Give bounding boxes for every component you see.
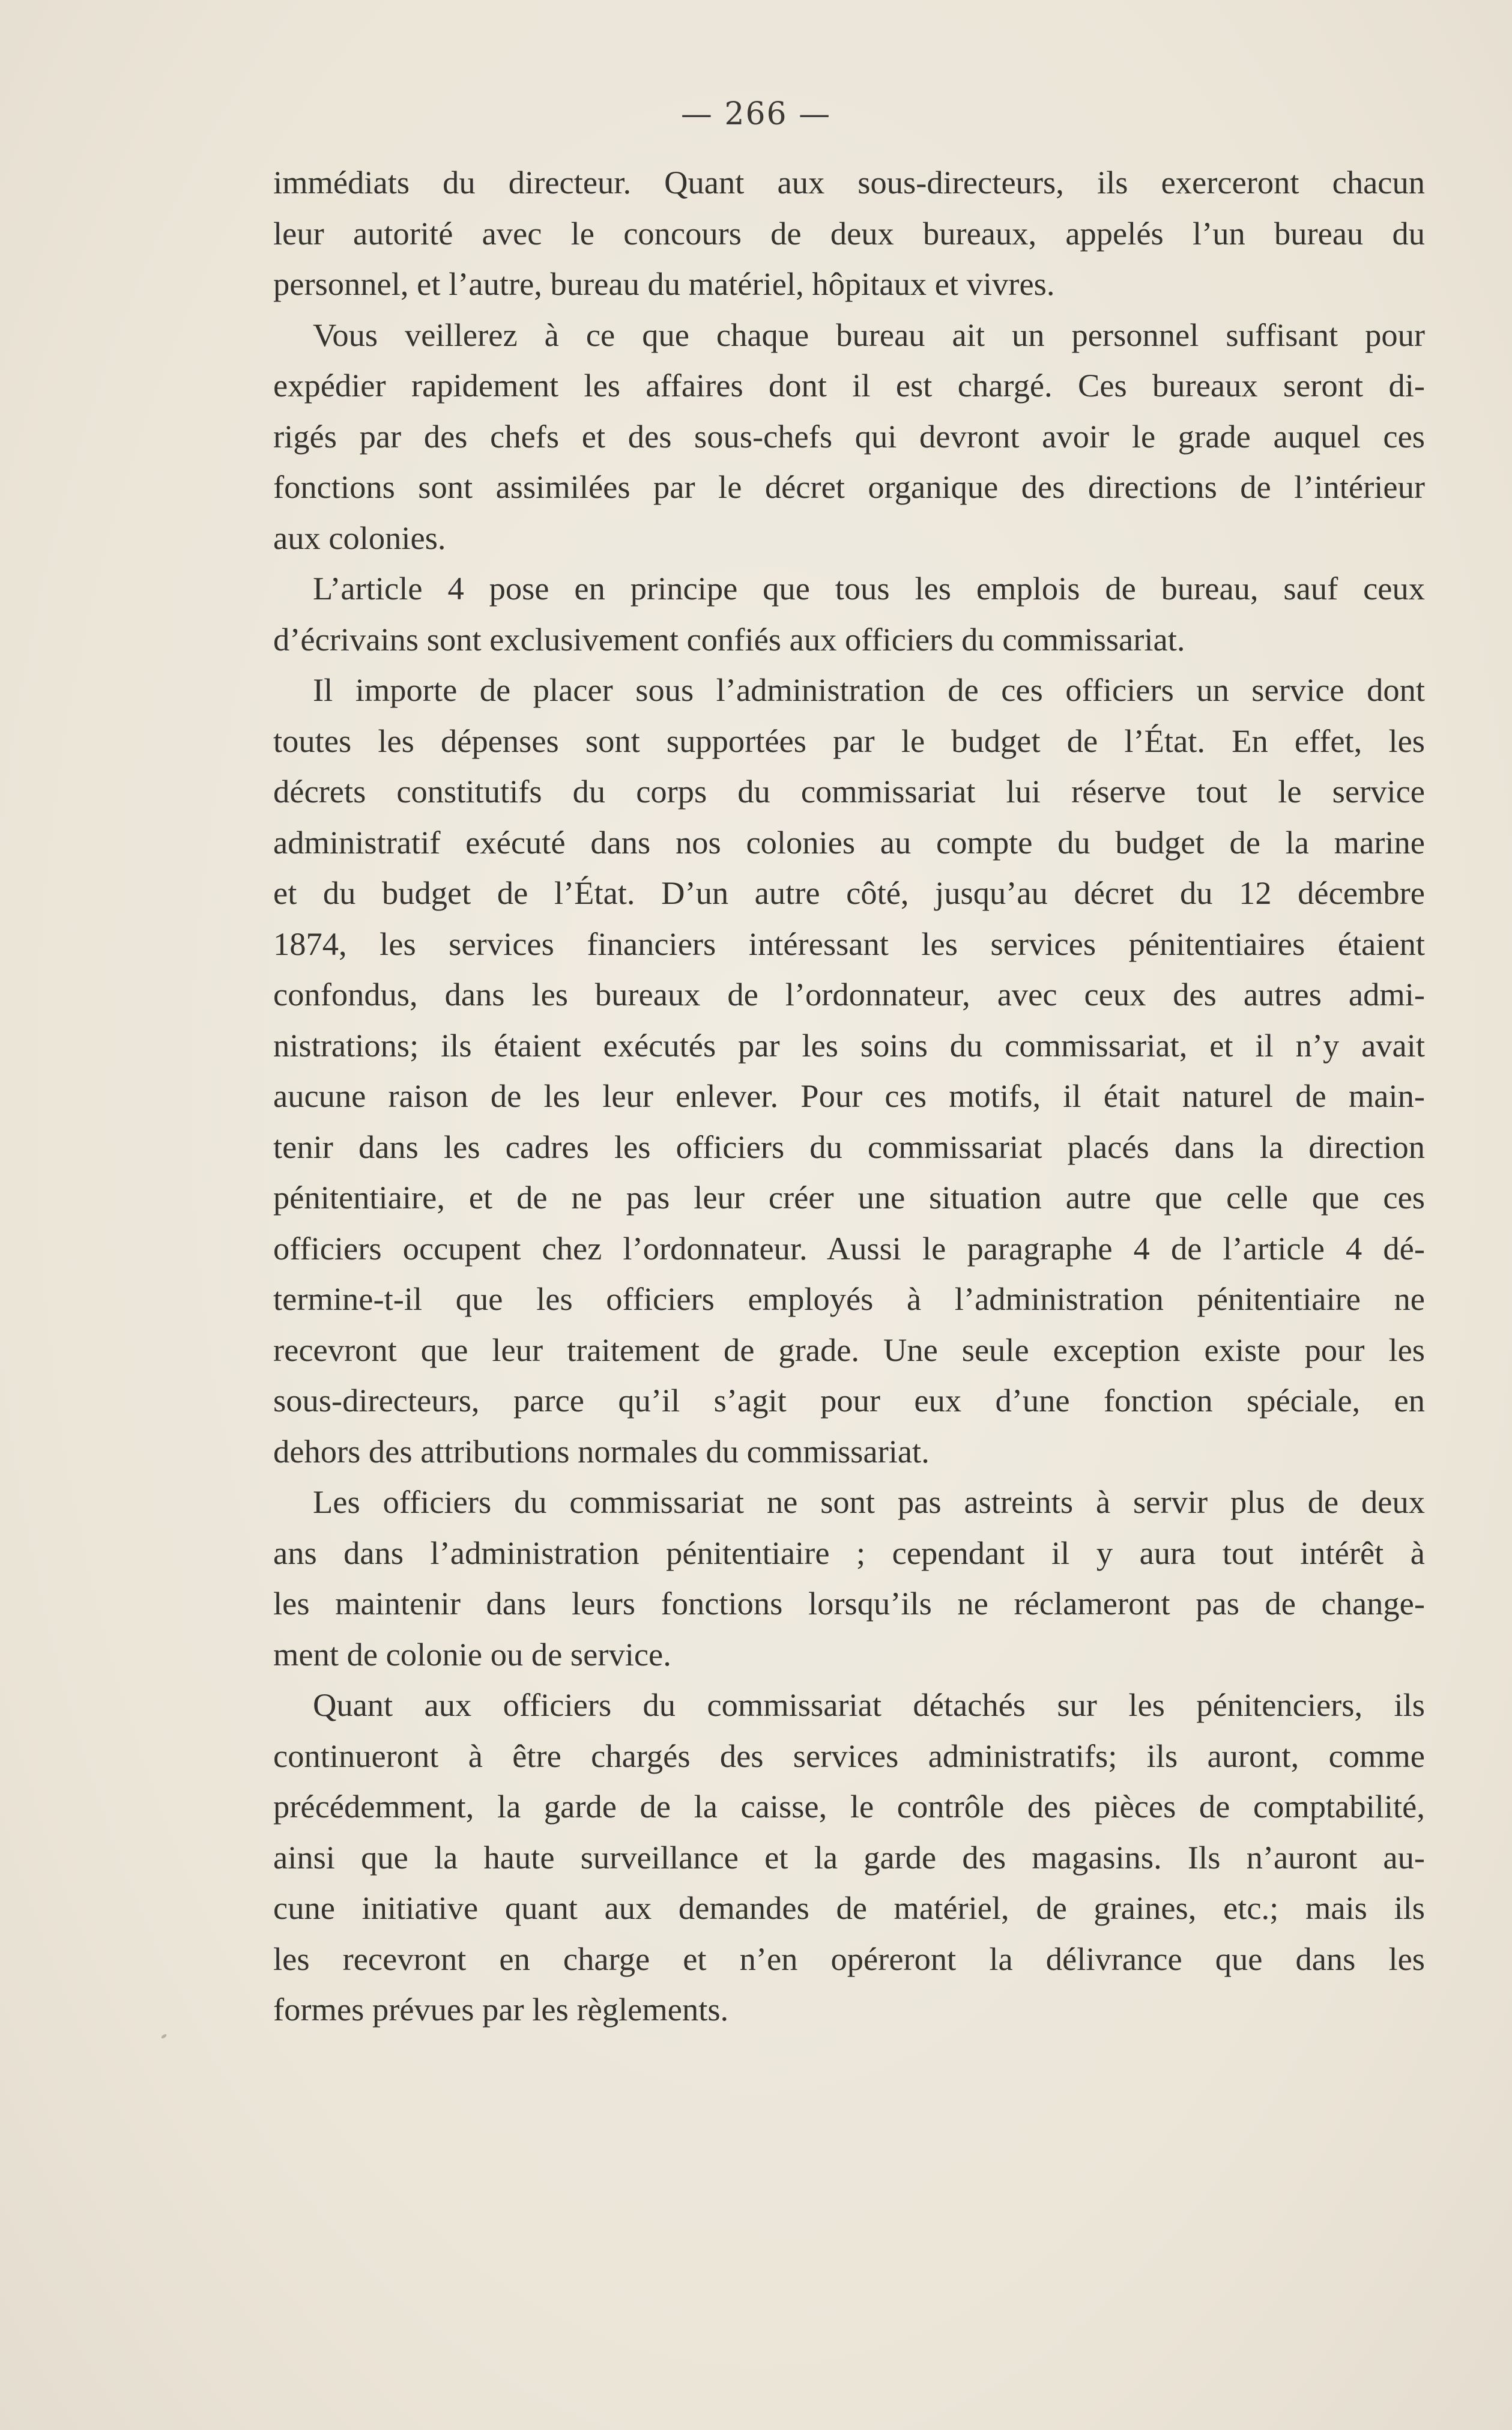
text-line: Vous veillerez à ce que chaque bureau ait un personnel suffisant pour	[313, 316, 1425, 353]
text-line: L’article 4 pose en principe que tous les emplois de bureau, sauf ceux	[313, 570, 1425, 607]
text-line: ment de colonie ou de service.	[273, 1635, 671, 1673]
text-line: rigés par des chefs et des sous-chefs qui devront avoir le grade auquel ces	[273, 417, 1425, 455]
text-line: formes prévues par les règlements.	[273, 1991, 729, 2028]
text-line: Il importe de placer sous l’administration de ces officiers un service dont	[313, 671, 1425, 708]
text-line: termine-t-il que les officiers employés à l’administration pénitentiaire ne	[273, 1280, 1425, 1317]
text-line: recevront que leur traitement de grade. Une seule exception existe pour les	[273, 1331, 1425, 1368]
page-number: — 266 —	[680, 96, 832, 132]
paragraph-duration	[273, 1477, 1425, 1680]
text-line: confondus, dans les bureaux de l’ordonnateur, avec ceux des autres admi-	[273, 976, 1425, 1013]
text-line: et du budget de l’État. D’un autre côté, jusqu’au décret du 12 décembre	[273, 874, 1425, 911]
text-line: 1874, les services financiers intéressant les services pénitentiaires étaient	[273, 925, 1425, 962]
text-line: les maintenir dans leurs fonctions lorsqu’ils ne réclameront pas de change-	[273, 1585, 1425, 1622]
text-line: toutes les dépenses sont supportées par le budget de l’État. En effet, les	[273, 722, 1425, 759]
text-line: tenir dans les cadres les officiers du commissariat placés dans la direction	[273, 1128, 1425, 1165]
text-line: aucune raison de les leur enlever. Pour ces motifs, il était naturel de main-	[273, 1077, 1425, 1114]
text-line: immédiats du directeur. Quant aux sous-directeurs, ils exerceront chacun	[273, 164, 1425, 201]
text-line: d’écrivains sont exclusivement confiés aux officiers du commissariat.	[273, 620, 1185, 658]
text-line: personnel, et l’autre, bureau du matériel, hôpitaux et vivres.	[273, 265, 1055, 302]
body-text	[273, 157, 1425, 2035]
paragraph-directors	[273, 157, 1425, 310]
text-line: Les officiers du commissariat ne sont pas astreints à servir plus de deux	[313, 1483, 1425, 1520]
text-line: officiers occupent chez l’ordonnateur. Aussi le paragraphe 4 de l’article 4 dé-	[273, 1229, 1425, 1267]
text-line: décrets constitutifs du corps du commissariat lui réserve tout le service	[273, 773, 1425, 810]
paragraph-article-4	[273, 563, 1425, 665]
text-line: les recevront en charge et n’en opéreront la délivrance que dans les	[273, 1940, 1425, 1977]
text-line: ainsi que la haute surveillance et la garde des magasins. Ils n’auront au-	[273, 1838, 1425, 1876]
text-line: ans dans l’administration pénitentiaire ; cependant il y aura tout intérêt à	[273, 1534, 1425, 1571]
paragraph-penitentiaries	[273, 1680, 1425, 2035]
text-line: expédier rapidement les affaires dont il est chargé. Ces bureaux seront di-	[273, 367, 1425, 404]
text-line: aux colonies.	[273, 519, 446, 556]
text-line: leur autorité avec le concours de deux bureaux, appelés l’un bureau du	[273, 214, 1425, 252]
text-line: nistrations; ils étaient exécutés par les soins du commissariat, et il n’y avait	[273, 1026, 1425, 1064]
text-line: pénitentiaire, et de ne pas leur créer une situation autre que celle que ces	[273, 1179, 1425, 1216]
text-line: cune initiative quant aux demandes de matériel, de graines, etc.; mais ils	[273, 1889, 1425, 1926]
paragraph-commissariat-service	[273, 665, 1425, 1477]
text-line: dehors des attributions normales du commissariat.	[273, 1432, 930, 1470]
paper-speck	[160, 2034, 167, 2040]
text-line: fonctions sont assimilées par le décret organique des directions de l’intérieur	[273, 468, 1425, 505]
text-line: Quant aux officiers du commissariat détachés sur les pénitenciers, ils	[313, 1686, 1425, 1723]
paragraph-bureaus	[273, 310, 1425, 564]
text-line: sous-directeurs, parce qu’il s’agit pour eux d’une fonction spéciale, en	[273, 1382, 1425, 1419]
text-line: précédemment, la garde de la caisse, le contrôle des pièces de comptabilité,	[273, 1788, 1425, 1825]
text-line: continueront à être chargés des services administratifs; ils auront, comme	[273, 1737, 1425, 1774]
text-line: administratif exécuté dans nos colonies au compte du budget de la marine	[273, 823, 1425, 861]
